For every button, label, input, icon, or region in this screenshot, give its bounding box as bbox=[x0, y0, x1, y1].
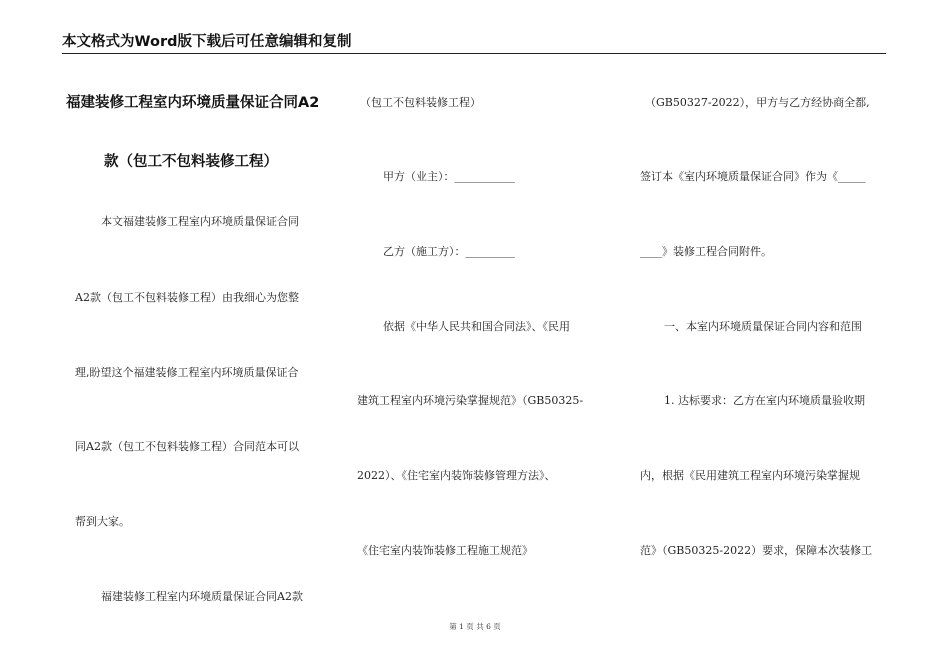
page-number-footer: 第 1 页 共 6 页 bbox=[449, 622, 501, 631]
document-title-line-2: 款（包工不包料装修工程） bbox=[104, 154, 278, 170]
paragraph-line: （GB50327-2022），甲方与乙方经协商全都, bbox=[645, 96, 870, 109]
paragraph-line: 2022）、《住宅室内装饰装修管理方法》、 bbox=[357, 469, 556, 482]
paragraph-line: 同A2款（包工不包料装修工程）合同范本可以 bbox=[75, 440, 299, 453]
paragraph-line: 本文福建装修工程室内环境质量保证合同 bbox=[101, 215, 299, 228]
paragraph-line: 范》（GB50325-2022）要求，保障本次装修工 bbox=[640, 544, 873, 557]
paragraph-line: 福建装修工程室内环境质量保证合同A2款 bbox=[101, 590, 303, 603]
paragraph-line: 理,盼望这个福建装修工程室内环境质量保证合 bbox=[75, 366, 299, 379]
document-title-line-1: 福建装修工程室内环境质量保证合同A2 bbox=[66, 95, 320, 111]
party-a-field: 甲方（业主）：___________ bbox=[383, 170, 515, 183]
paragraph-line: 《住宅室内装饰装修工程施工规范》 bbox=[357, 544, 533, 557]
paragraph-line: ____》装修工程合同附件。 bbox=[640, 245, 772, 258]
paragraph-line: 依据《中华人民共和国合同法》、《民用 bbox=[383, 320, 570, 333]
paragraph-line: 建筑工程室内环境污染掌握规范》（GB50325- bbox=[357, 394, 584, 407]
paragraph-line: 帮到大家。 bbox=[75, 515, 130, 528]
paragraph-line: A2款（包工不包料装修工程）由我细心为您整 bbox=[75, 291, 299, 304]
paragraph-line: 内，根据《民用建筑工程室内环境污染掌握规 bbox=[640, 469, 860, 482]
paragraph-line: 签订本《室内环境质量保证合同》作为《_____ bbox=[640, 170, 866, 183]
section-heading: 一、本室内环境质量保证合同内容和范围 bbox=[664, 320, 862, 333]
header-divider bbox=[62, 53, 886, 54]
paragraph-line: 1. 达标要求：乙方在室内环境质量验收期 bbox=[664, 394, 865, 407]
paragraph-line: （包工不包料装修工程） bbox=[360, 96, 481, 109]
party-b-field: 乙方（施工方）：_________ bbox=[383, 245, 515, 258]
header-banner: 本文格式为Word版下载后可任意编辑和复制 bbox=[62, 34, 352, 50]
